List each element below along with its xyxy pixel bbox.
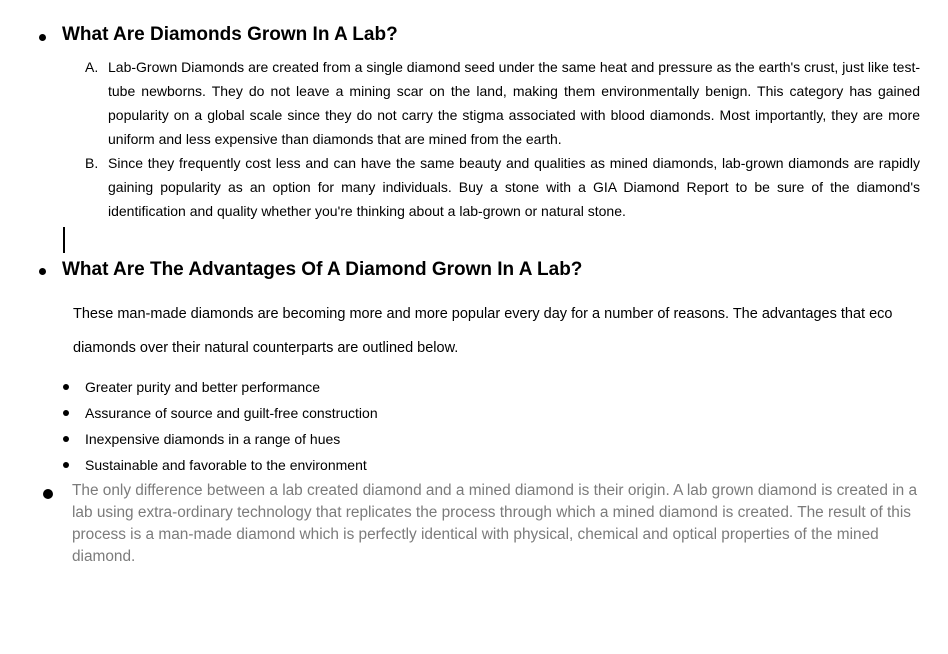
list-item[interactable]	[63, 452, 763, 478]
paragraph-text[interactable]: Since they frequently cost less and can have the same beauty and qualities as mined diamonds, lab-grown diamonds are rapidly gaining popularity as an option for many individuals. Buy a stone with a GIA Diamond Report to be sure of the diamond's identification and quality whether you're thinking about a lab-grown or natural stone.	[108, 155, 920, 219]
heading1-bullet-icon	[39, 34, 46, 41]
list-item[interactable]	[63, 400, 763, 426]
closing-bullet-icon	[43, 489, 53, 499]
heading2-bullet-icon	[39, 268, 46, 275]
heading-advantages[interactable]: What Are The Advantages Of A Diamond Grown In A Lab?	[62, 259, 583, 280]
intro-paragraph-line[interactable]: These man-made diamonds are becoming more and more popular every day for a number of reasons. The advantages that eco	[73, 306, 893, 322]
bullet-icon	[63, 436, 69, 442]
advantages-list	[63, 374, 763, 478]
intro-paragraph-line[interactable]: diamonds over their natural counterparts are outlined below.	[73, 340, 459, 356]
list-item-text[interactable]: Greater purity and better performance	[85, 379, 321, 395]
bullet-icon	[63, 462, 69, 468]
bullet-icon	[63, 384, 69, 390]
heading-what-are-lab-diamonds[interactable]: What Are Diamonds Grown In A Lab?	[62, 24, 398, 45]
paragraph-text[interactable]: Lab-Grown Diamonds are created from a single diamond seed under the same heat and pressure as the earth's crust, just like test-tube newborns. They do not leave a mining scar on the land, making them environmentally benign. This category has gained popularity on a global scale since they do not carry the stigma associated with blood diamonds. Most importantly, they are more uniform and less expensive than diamonds that are mined from the earth.	[108, 59, 920, 147]
intro-paragraph[interactable]	[73, 297, 921, 365]
closing-paragraph[interactable]: The only difference between a lab created diamond and a mined diamond is their origin. A lab grown diamond is created in a lab using extra-ordinary technology that replicates the process through which a mined diamond is created. The result of this process is a man-made diamond which is perfectly identical with physical, chemical and optical properties of the mined diamond.	[72, 482, 918, 565]
list-item-text[interactable]: Assurance of source and guilt-free construction	[85, 405, 378, 421]
list-item[interactable]	[85, 151, 920, 223]
list-item-text[interactable]: Sustainable and favorable to the environment	[85, 457, 367, 473]
text-cursor	[63, 227, 65, 253]
list-item-text[interactable]: Inexpensive diamonds in a range of hues	[85, 431, 341, 447]
list-item[interactable]	[85, 55, 920, 151]
list-item[interactable]	[63, 374, 763, 400]
list-marker: A.	[85, 59, 99, 75]
bullet-icon	[63, 410, 69, 416]
list-marker: B.	[85, 155, 99, 171]
list-item[interactable]	[63, 426, 763, 452]
lettered-list	[85, 55, 920, 223]
